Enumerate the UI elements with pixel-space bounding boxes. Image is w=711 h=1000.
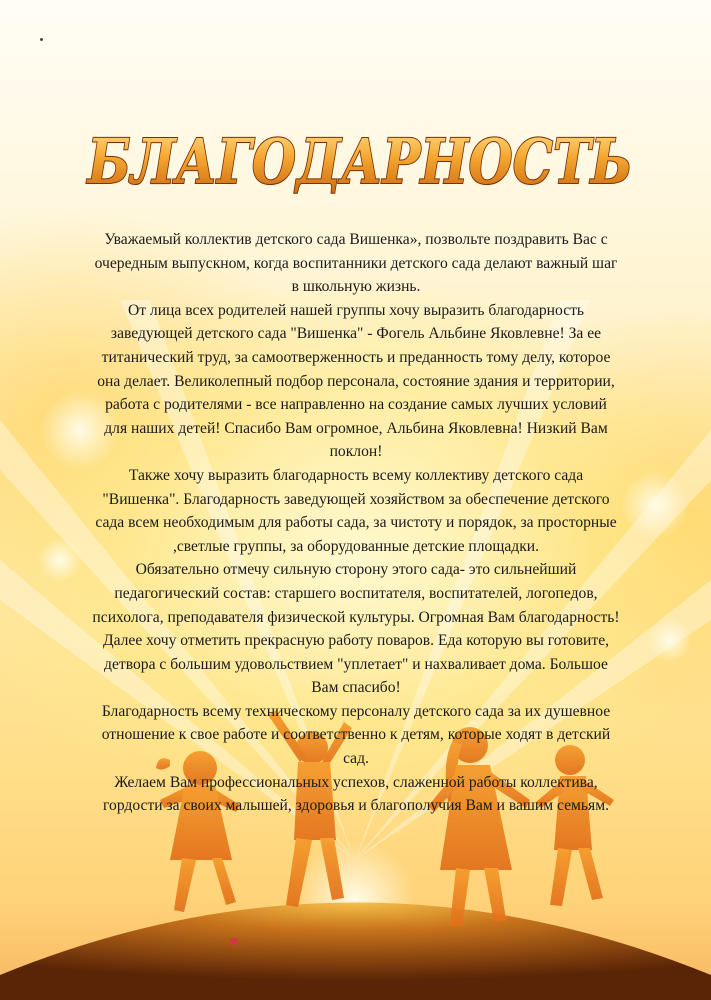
paragraph: Благодарность всему техническому персоналу детского сада за их душевное отношение к свое работе и соответственно к детям, которые ходят в детский сад. — [101, 702, 611, 768]
paragraph: Уважаемый коллектив детского сада Вишенка», позвольте поздравить Вас с очередным выпускном, когда воспитанники детского сада делают важный шаг в школьную жизнь. — [94, 231, 618, 296]
title-banner — [80, 115, 640, 205]
paragraph: Желаем Вам профессиональных успехов, слаженной работы коллектива, гордости за своих малышей, здоровья и благополучия Вам и вашим семьям. — [103, 773, 609, 815]
page-title: БЛАГОДАРНОСТЬ — [85, 125, 633, 198]
paragraph: Обязательно отмечу сильную сторону этого сада- это сильнейший педагогический состав: старшего воспитателя, воспитателей, логопедов, психолога, преподавателя физической культуры. Огромная Вам благодарность! — [92, 561, 620, 626]
letter-body — [92, 228, 620, 818]
paragraph: Далее хочу отметить прекрасную работу поваров. Еда которую вы готовите, детвора с большим удовольствием "уплетает" и нахваливает дома. Большое Вам спасибо! — [102, 632, 610, 697]
scan-dot — [40, 38, 43, 41]
paragraph: Также хочу выразить благодарность всему коллективу детского сада "Вишенка". Благодарность заведующей хозяйством за обеспечение детского сада всем необходимым для работы сада, за чистоту и порядок, за просторные ,светлые группы, за оборудованные детские площадки. — [95, 466, 617, 555]
heart-icon: ♥ — [229, 936, 239, 949]
ground-hill — [0, 903, 711, 1000]
paragraph: От лица всех родителей нашей группы хочу выразить благодарность заведующей детского сада "Вишенка" - Фогель Альбине Яковлевне! За ее титанический труд, за самоотверженность и преданность тому делу, которое она делает. Великолепный подбор персонала, состояние здания и территории, работа с родителями - все направленно на создание самых лучших условий для наших детей! Спасибо Вам огромное, Альбина Яковлевна! Низкий Вам поклон! — [97, 301, 615, 461]
